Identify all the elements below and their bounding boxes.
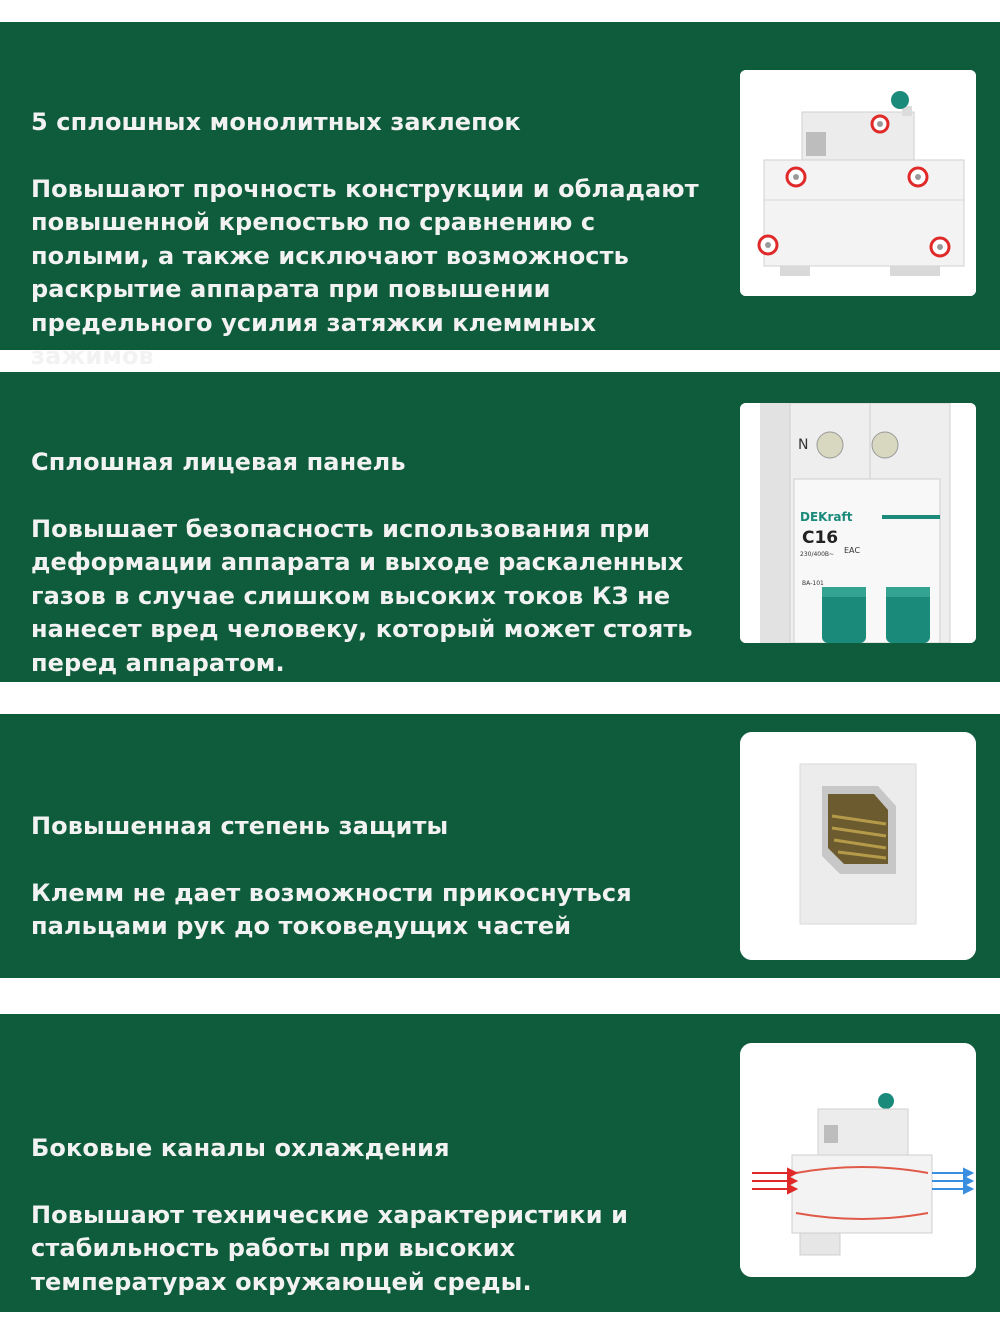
label-n: N — [798, 437, 809, 453]
label-mark: ЕАС — [844, 546, 861, 555]
feature-text-cooling — [31, 1098, 628, 1299]
breaker-front-panel-image — [740, 403, 976, 643]
feature-band-front-panel — [0, 372, 1000, 682]
feature-title: 5 сплошных монолитных заклепок — [31, 107, 521, 136]
feature-band-rivets — [0, 22, 1000, 370]
feature-band-cooling — [0, 1014, 1000, 1312]
feature-title: Боковые каналы охлаждения — [31, 1133, 450, 1162]
label-model: ВА-101 — [802, 580, 824, 587]
feature-body: Повышает безопасность использования при деформации аппарата и выходе раскаленных газов в случае слишком высоких токов КЗ не нанесет вред человеку, который может стоять перед аппаратом. — [31, 514, 693, 677]
label-rating: C16 — [802, 528, 839, 548]
feature-text-front-panel — [31, 412, 693, 680]
terminal-closeup-image — [740, 732, 976, 960]
feature-title: Повышенная степень защиты — [31, 811, 449, 840]
feature-text-protection — [31, 776, 632, 944]
label-brand: DEKraft — [800, 510, 853, 524]
label-spec: 230/400В~ — [800, 551, 835, 558]
breaker-rivets-image — [740, 70, 976, 296]
feature-text-rivets — [31, 72, 699, 374]
cooling-channels-image — [740, 1043, 976, 1277]
feature-body: Клемм не дает возможности прикоснуться пальцами рук до токоведущих частей — [31, 878, 632, 940]
feature-band-protection — [0, 714, 1000, 978]
feature-title: Сплошная лицевая панель — [31, 447, 406, 476]
feature-body: Повышают технические характеристики и стабильность работы при высоких температурах окружающей среды. — [31, 1200, 628, 1296]
feature-body: Повышают прочность конструкции и обладают повышенной крепостью по сравнению с полыми, а также исключают возможность раскрытие аппарата при повышении предельного усилия затяжки клеммных зажимов — [31, 174, 699, 370]
